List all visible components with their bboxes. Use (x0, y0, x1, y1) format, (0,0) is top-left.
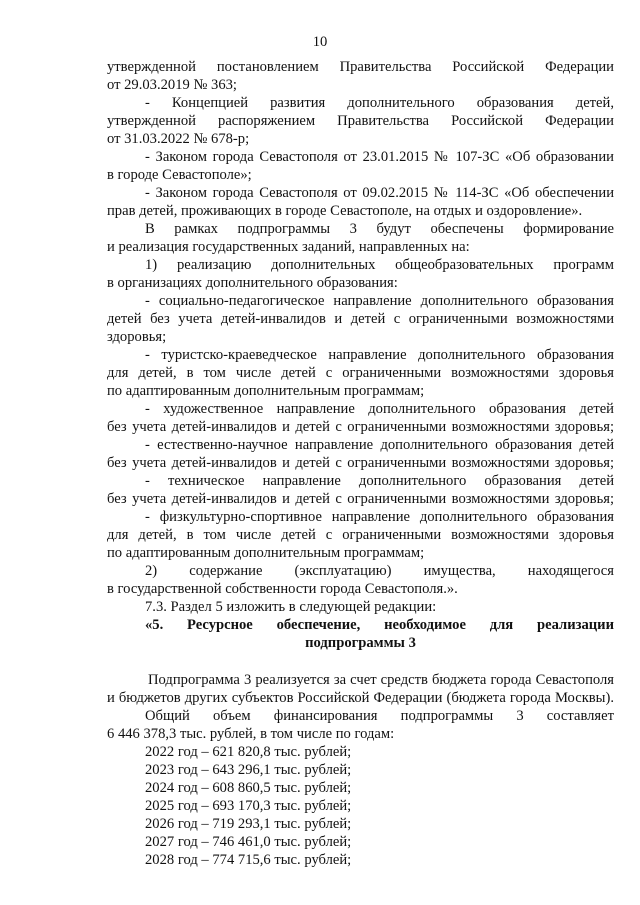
text-line: по адаптированным дополнительным программам; (107, 545, 425, 561)
text-line: прав детей, проживающих в городе Севастополе, на отдых и оздоровление». (107, 203, 583, 219)
document-body (107, 58, 614, 869)
list-item: 1) реализацию дополнительных общеобразовательных программ (145, 257, 614, 273)
page-number: 10 (312, 34, 328, 50)
text-line: детей без учета детей-инвалидов и детей с ограниченными возможностями (107, 311, 614, 327)
section-heading: «5. Ресурсное обеспечение, необходимое для реализации (145, 617, 614, 633)
paragraph-line: Подпрограмма 3 реализуется за счет средств бюджета города Севастополя (148, 672, 614, 688)
list-item: - Законом города Севастополя от 23.01.2015 № 107-ЗС «Об образовании (145, 149, 614, 165)
text-line: без учета детей-инвалидов и детей с ограниченными возможностями здоровья; (107, 419, 614, 435)
text-line: и бюджетов других субъектов Российской Федерации (бюджета города Москвы). (107, 690, 614, 706)
funding-year-item: 2026 год – 719 293,1 тыс. рублей; (145, 816, 352, 832)
text-line: 6 446 378,3 тыс. рублей, в том числе по годам: (107, 726, 395, 742)
text-line: по адаптированным дополнительным программам; (107, 383, 425, 399)
paragraph-line: 7.3. Раздел 5 изложить в следующей редакции: (145, 599, 437, 615)
list-item: - Концепцией развития дополнительного образования детей, (145, 95, 614, 111)
funding-year-item: 2022 год – 621 820,8 тыс. рублей; (145, 744, 352, 760)
funding-year-item: 2025 год – 693 170,3 тыс. рублей; (145, 798, 352, 814)
funding-year-item: 2023 год – 643 296,1 тыс. рублей; (145, 762, 352, 778)
text-line: для детей, в том числе детей с ограниченными возможностями здоровья (107, 527, 614, 543)
text-line: утвержденной постановлением Правительства Российской Федерации (107, 59, 614, 75)
text-line: для детей, в том числе детей с ограниченными возможностями здоровья (107, 365, 614, 381)
funding-year-item: 2027 год – 746 461,0 тыс. рублей; (145, 834, 352, 850)
text-line: в городе Севастополе»; (107, 167, 252, 183)
text-line: без учета детей-инвалидов и детей с ограниченными возможностями здоровья; (107, 491, 614, 507)
text-line: и реализация государственных заданий, направленных на: (107, 239, 470, 255)
spacer (107, 652, 614, 671)
text-line: в организациях дополнительного образования: (107, 275, 398, 291)
text-line: в государственной собственности города Севастополя.». (107, 581, 458, 597)
funding-year-item: 2028 год – 774 715,6 тыс. рублей; (145, 852, 352, 868)
list-item: - физкультурно-спортивное направление дополнительного образования (145, 509, 614, 525)
funding-year-item: 2024 год – 608 860,5 тыс. рублей; (145, 780, 352, 796)
text-line: здоровья; (107, 329, 167, 345)
text-line: от 31.03.2022 № 678-р; (107, 131, 250, 147)
list-item: - социально-педагогическое направление дополнительного образования (145, 293, 614, 309)
text-line: без учета детей-инвалидов и детей с ограниченными возможностями здоровья; (107, 455, 614, 471)
text-line: от 29.03.2019 № 363; (107, 77, 237, 93)
section-heading: подпрограммы 3 (305, 635, 416, 651)
list-item: - Законом города Севастополя от 09.02.2015 № 114-ЗС «Об обеспечении (145, 185, 614, 201)
list-item: 2) содержание (эксплуатацию) имущества, находящегося (145, 563, 614, 579)
list-item: - художественное направление дополнительного образования детей (145, 401, 614, 417)
paragraph-line: Общий объем финансирования подпрограммы 3 составляет (145, 708, 614, 724)
list-item: - туристско-краеведческое направление дополнительного образования (145, 347, 614, 363)
paragraph-line: В рамках подпрограммы 3 будут обеспечены формирование (145, 221, 614, 237)
text-line: утвержденной распоряжением Правительства Российской Федерации (107, 113, 614, 129)
list-item: - естественно-научное направление дополнительного образования детей (145, 437, 614, 453)
list-item: - техническое направление дополнительного образования детей (145, 473, 614, 489)
